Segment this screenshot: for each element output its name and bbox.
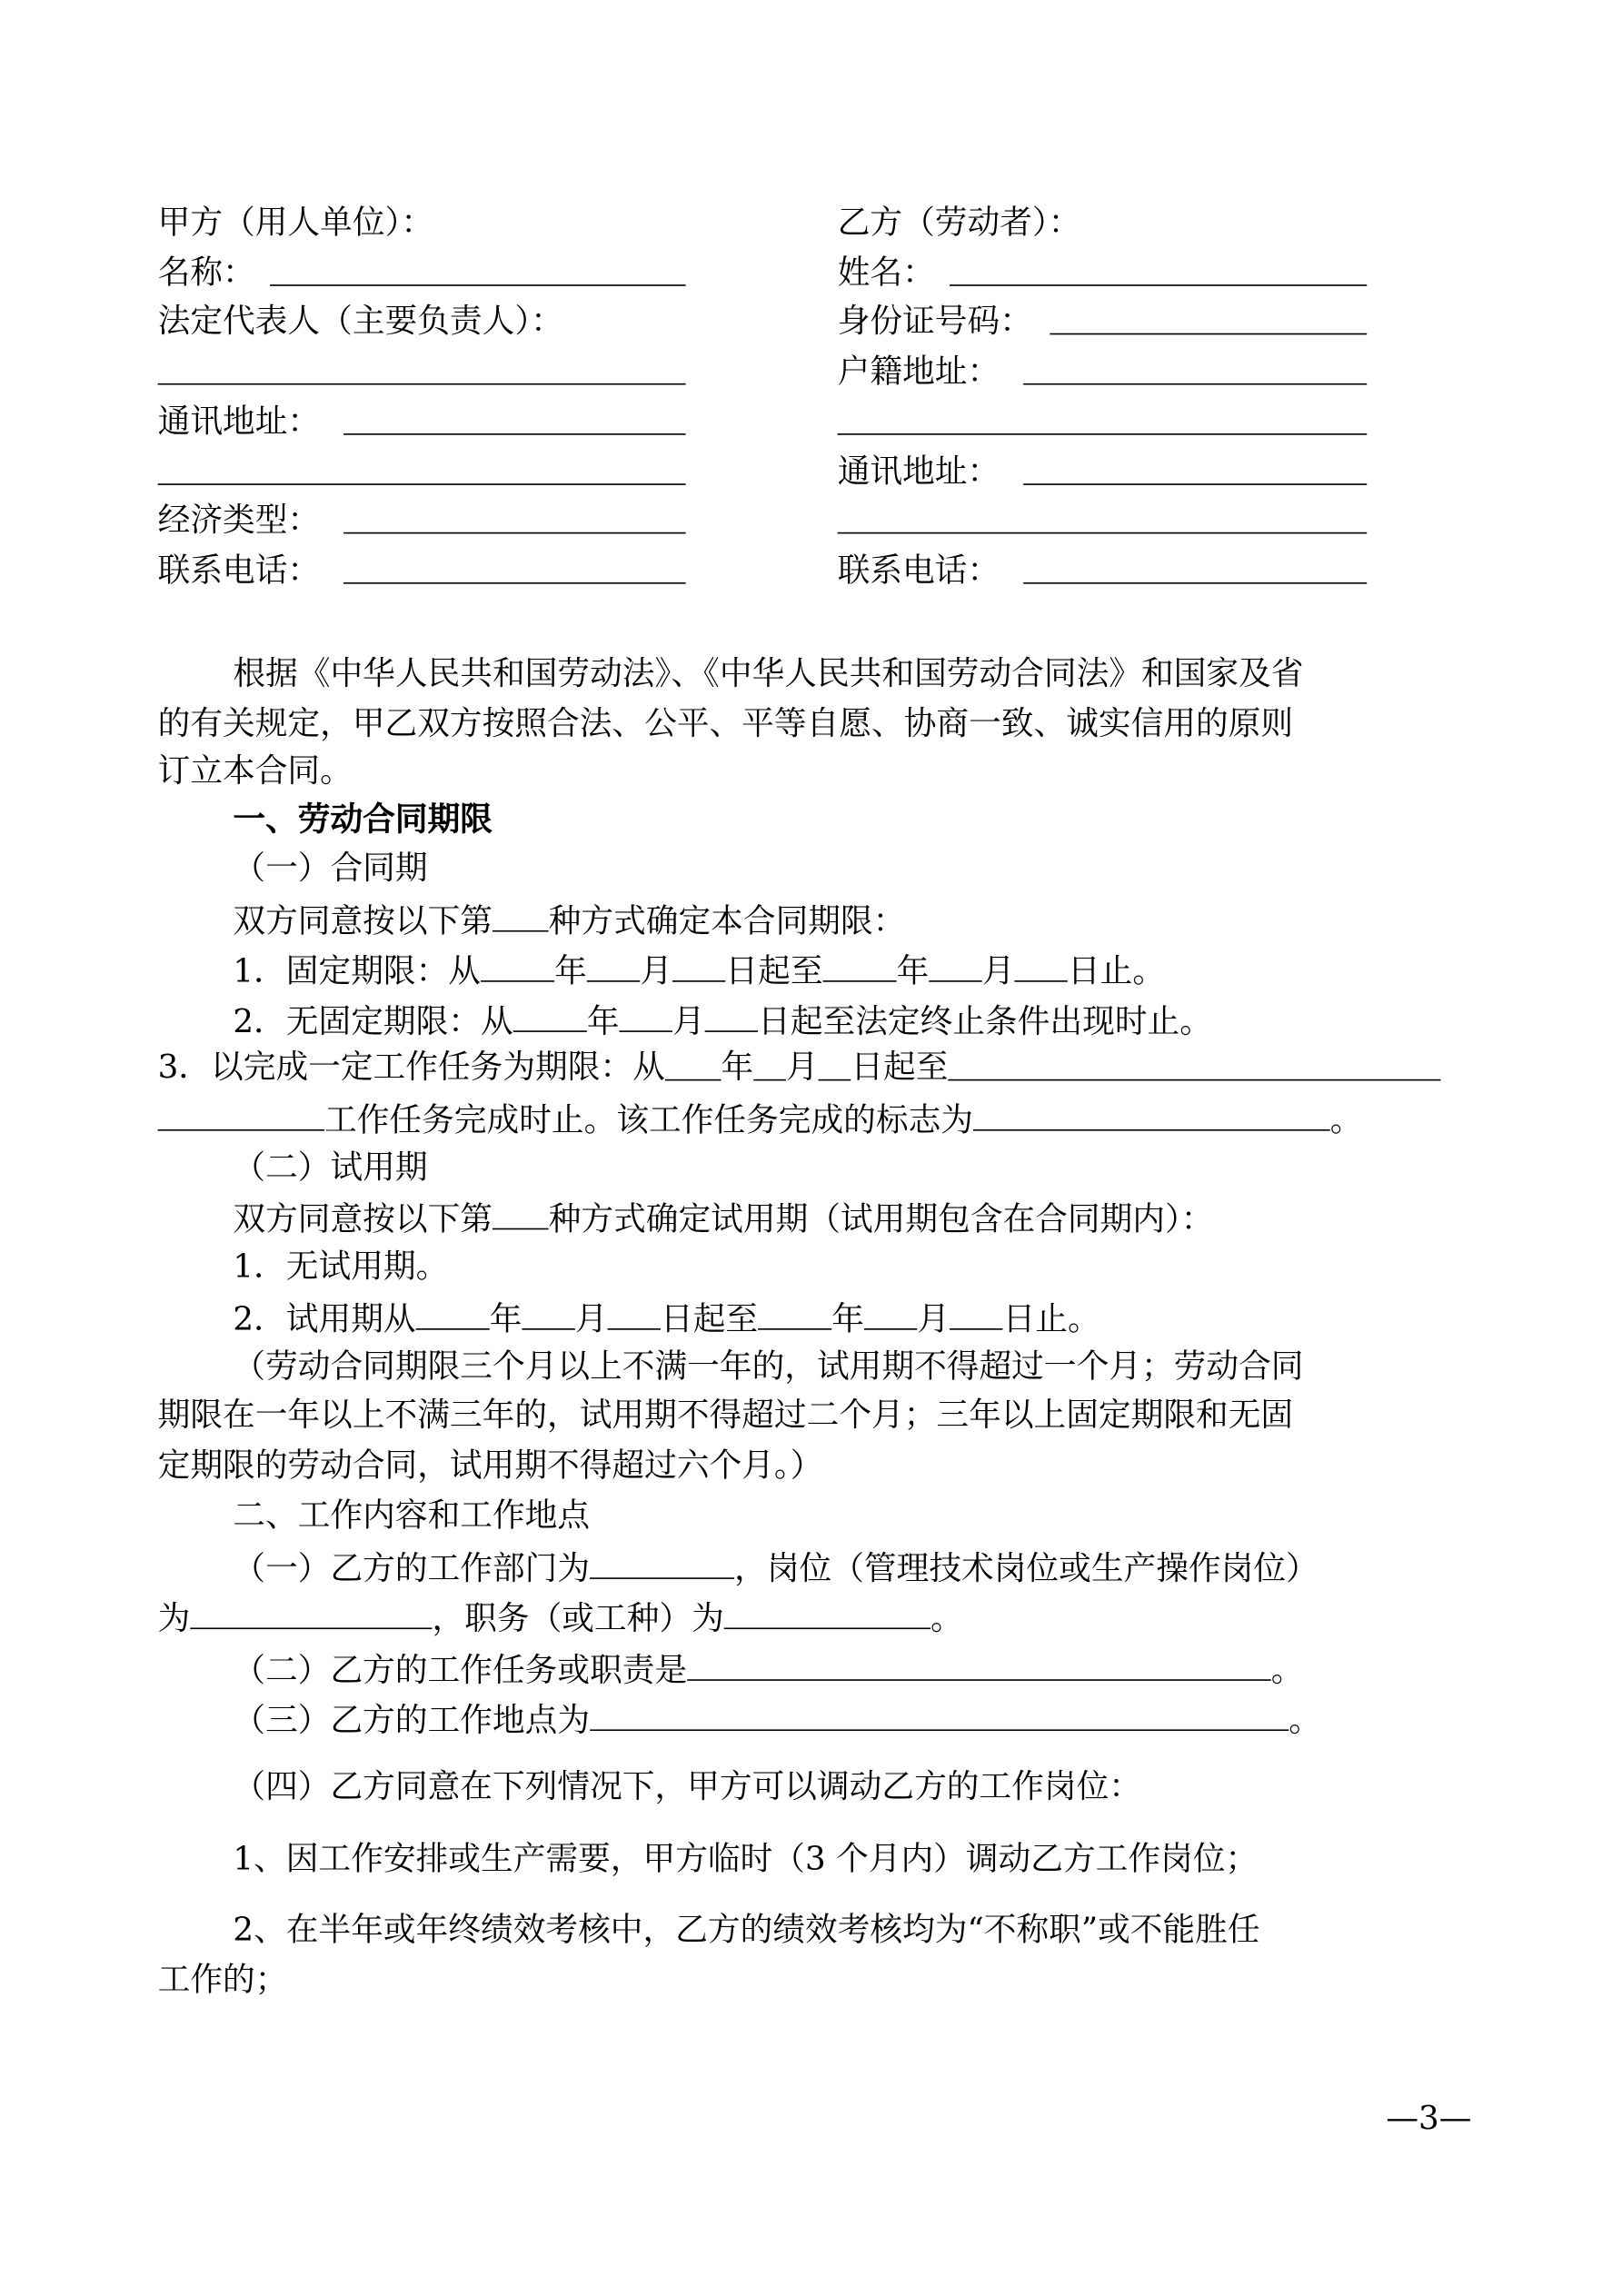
workplace-line: （三）乙方的工作地点为 。 <box>233 1697 1321 1742</box>
blank[interactable] <box>753 1047 786 1080</box>
party-a-address-blank[interactable] <box>343 401 685 434</box>
party-b-id-field[interactable] <box>838 301 1368 345</box>
party-b-address-blank[interactable] <box>1023 452 1367 485</box>
page-number: —3— <box>1386 2101 1472 2138</box>
party-b-hukou-field[interactable] <box>838 351 1368 395</box>
blank[interactable] <box>672 948 725 981</box>
party-a-rep-blank[interactable] <box>158 351 686 384</box>
trial-choice-line: 双方同意按以下第 种方式确定试用期（试用期包含在合同期内）： <box>233 1196 1213 1240</box>
position-blank[interactable] <box>190 1595 432 1629</box>
party-b-address-blank-2[interactable] <box>838 500 1368 533</box>
department-blank[interactable] <box>590 1546 734 1579</box>
blank[interactable] <box>665 1047 721 1080</box>
position-line: 为 ，职务（或工种）为 。 <box>158 1595 963 1640</box>
trial-period-option: 2．试用期从 年 月 日起至 年 月 日止。 <box>233 1296 1100 1340</box>
party-b-phone-blank[interactable] <box>1023 550 1367 583</box>
party-b-heading: 乙方（劳动者）： <box>837 204 1081 243</box>
trial-note-line: （劳动合同期限三个月以上不满一年的，试用期不得超过一个月；劳动合同 <box>233 1348 1304 1387</box>
department-line: （一）乙方的工作部门为 ，岗位（管理技术岗位或生产操作岗位） <box>233 1546 1318 1590</box>
blank[interactable] <box>929 948 981 981</box>
transfer-condition-2-cont: 工作的； <box>157 1962 288 2000</box>
blank[interactable] <box>608 1296 661 1329</box>
party-b-name-label: 姓名： <box>837 254 935 293</box>
party-b-address-field-2[interactable] <box>838 500 1368 544</box>
party-b-id-label: 身份证号码： <box>837 303 1032 341</box>
no-trial-option: 1．无试用期。 <box>233 1248 449 1286</box>
term-choice-blank[interactable] <box>493 898 549 931</box>
party-b-name-field[interactable] <box>838 252 1368 296</box>
party-b-id-blank[interactable] <box>1050 301 1367 334</box>
section-2-title: 二、工作内容和工作地点 <box>233 1497 591 1536</box>
party-b-hukou-blank[interactable] <box>1023 351 1367 384</box>
blank[interactable] <box>481 948 554 981</box>
term-choice-line: 双方同意按以下第 种方式确定本合同期限： <box>233 898 905 942</box>
blank[interactable] <box>819 1047 851 1080</box>
contract-term-heading: （一）合同期 <box>233 850 428 888</box>
party-a-name-label: 名称： <box>157 254 255 293</box>
job-title-blank[interactable] <box>724 1595 930 1629</box>
duties-blank[interactable] <box>687 1647 1271 1681</box>
party-a-address-label: 通讯地址： <box>157 403 321 442</box>
blank[interactable] <box>950 1296 1002 1329</box>
party-a-econ-field[interactable] <box>158 500 686 544</box>
party-b-hukou-field-2[interactable] <box>838 401 1368 445</box>
party-b-phone-label: 联系电话： <box>837 552 1000 591</box>
party-a-rep-field[interactable] <box>158 351 686 395</box>
trial-choice-blank[interactable] <box>493 1196 549 1229</box>
preamble-line: 根据《中华人民共和国劳动法》、《中华人民共和国劳动合同法》和国家及省 <box>233 656 1304 693</box>
blank[interactable] <box>823 948 897 981</box>
duties-line: （二）乙方的工作任务或职责是 。 <box>233 1647 1303 1692</box>
section-1-title: 一、劳动合同期限 <box>233 800 493 840</box>
party-b-hukou-label: 户籍地址： <box>837 353 1000 392</box>
blank[interactable] <box>864 1296 917 1329</box>
party-a-rep-label: 法定代表人（主要负责人）： <box>157 303 563 341</box>
party-b-hukou-blank-2[interactable] <box>838 401 1368 434</box>
blank[interactable] <box>513 999 587 1032</box>
preamble-line: 订立本合同。 <box>157 753 353 790</box>
party-b-address-label: 通讯地址： <box>837 453 1000 492</box>
party-a-phone-blank[interactable] <box>343 550 685 583</box>
transfer-clause: （四）乙方同意在下列情况下，甲方可以调动乙方的工作岗位： <box>233 1769 1141 1806</box>
party-a-address-blank-2[interactable] <box>158 452 686 485</box>
preamble-line: 的有关规定，甲乙双方按照合法、公平、平等自愿、协商一致、诚实信用的原则 <box>157 706 1294 743</box>
transfer-condition-2: 2、在半年或年终绩效考核中，乙方的绩效考核均为“不称职”或不能胜任 <box>233 1912 1260 1950</box>
party-a-econ-blank[interactable] <box>343 500 685 533</box>
blank[interactable] <box>973 1097 1330 1130</box>
blank[interactable] <box>416 1296 490 1329</box>
transfer-condition-1: 1、因工作安排或生产需要，甲方临时（3 个月内）调动乙方工作岗位； <box>233 1841 1259 1879</box>
blank[interactable] <box>948 1047 1440 1080</box>
trial-period-heading: （二）试用期 <box>233 1149 428 1188</box>
task-term-option-cont: 工作任务完成时止。该工作任务完成的标志为 。 <box>158 1097 1363 1141</box>
task-term-option: 3．以完成一定工作任务为期限：从 年 月 日起至 <box>158 1047 1441 1091</box>
party-a-phone-label: 联系电话： <box>157 552 321 591</box>
open-term-option: 2．无固定期限：从 年 月 日起至法定终止条件出现时止。 <box>233 999 1212 1043</box>
party-b-address-field[interactable] <box>838 452 1368 496</box>
blank[interactable] <box>1015 948 1068 981</box>
party-a-address-field[interactable] <box>158 401 686 445</box>
party-a-name-field[interactable] <box>158 252 686 296</box>
blank[interactable] <box>158 1097 324 1130</box>
party-a-address-field-2[interactable] <box>158 452 686 496</box>
blank[interactable] <box>522 1296 574 1329</box>
party-a-phone-field[interactable] <box>158 550 686 594</box>
party-a-econ-label: 经济类型： <box>157 502 321 540</box>
blank[interactable] <box>587 948 640 981</box>
trial-note-line: 期限在一年以上不满三年的，试用期不得超过二个月；三年以上固定期限和无固 <box>157 1397 1294 1435</box>
party-b-name-blank[interactable] <box>950 252 1367 285</box>
blank[interactable] <box>758 1296 831 1329</box>
trial-note-line: 定期限的劳动合同，试用期不得超过六个月。） <box>157 1447 823 1486</box>
party-a-heading: 甲方（用人单位）： <box>157 204 434 243</box>
blank[interactable] <box>705 999 758 1032</box>
fixed-term-option: 1．固定期限：从 年 月 日起至 年 月 日止。 <box>233 948 1165 992</box>
blank[interactable] <box>620 999 672 1032</box>
party-a-name-blank[interactable] <box>270 252 686 285</box>
workplace-blank[interactable] <box>590 1697 1289 1731</box>
party-b-phone-field[interactable] <box>838 550 1368 594</box>
